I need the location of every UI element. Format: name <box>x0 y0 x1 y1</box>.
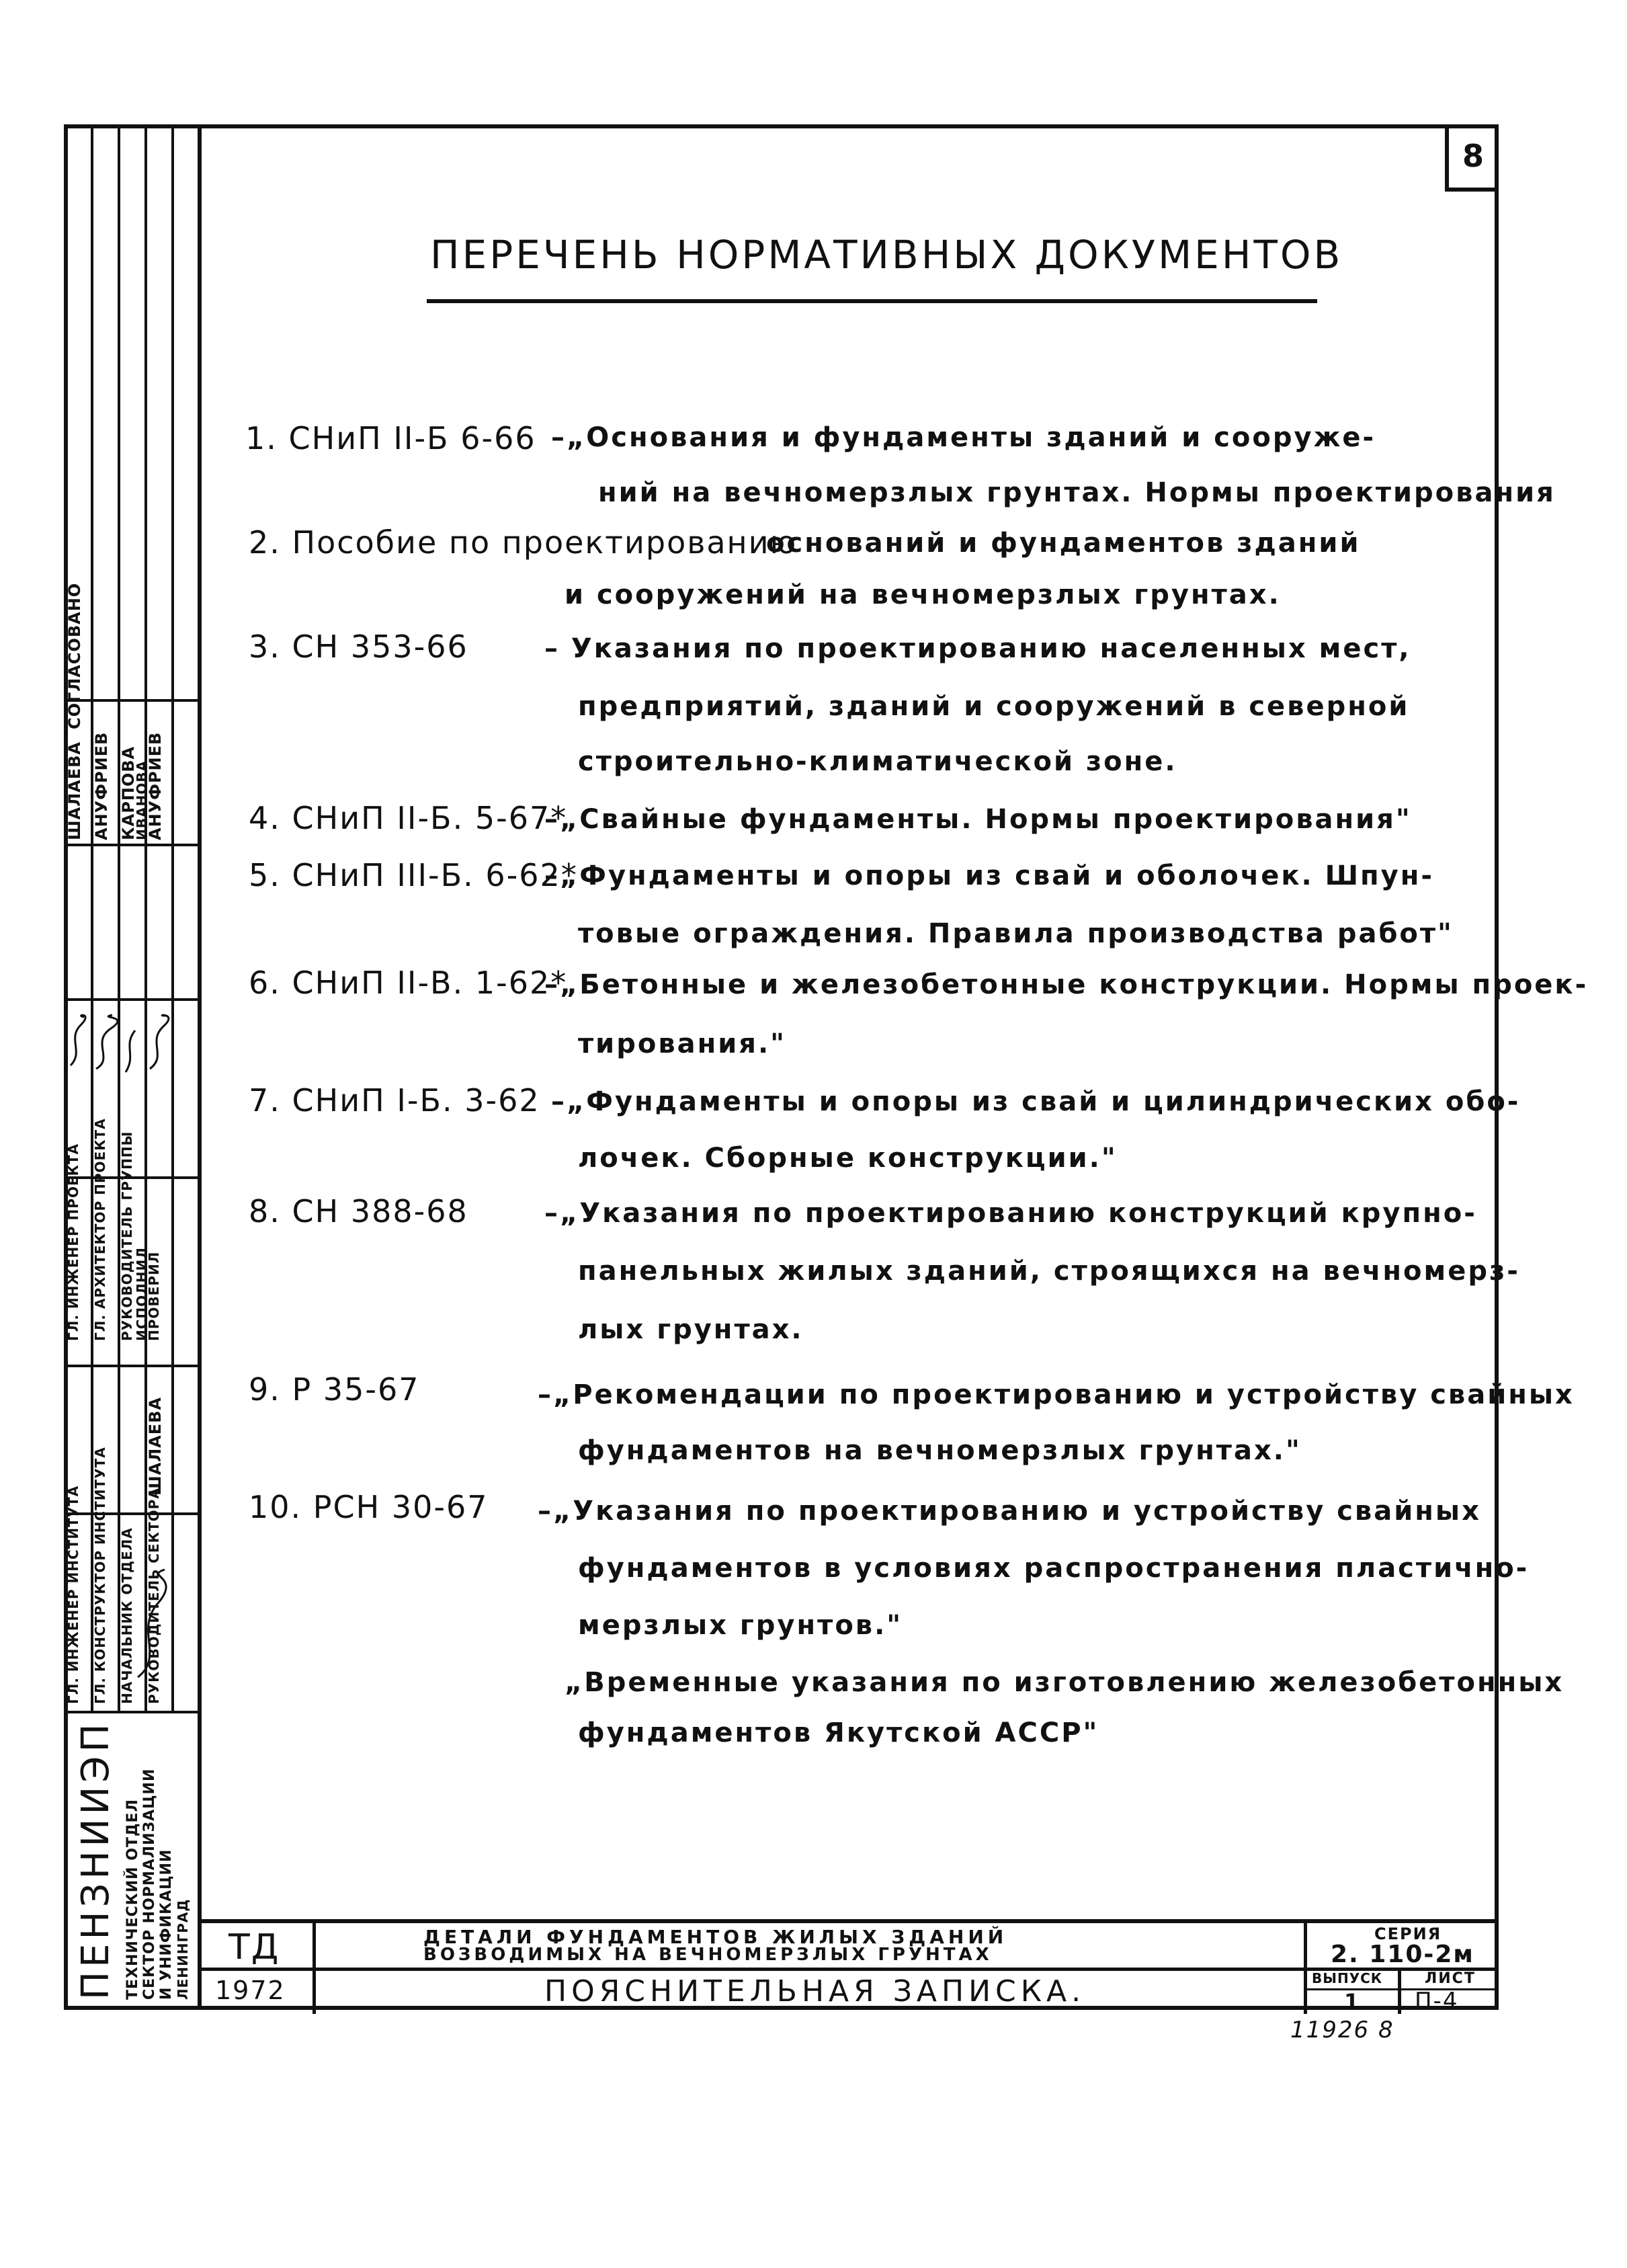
document-name: ПОЯСНИТЕЛЬНАЯ ЗАПИСКА. <box>544 1974 1086 2009</box>
page-title: ПЕРЕЧЕНЬ НОРМАТИВНЫХ ДОКУМЕНТОВ <box>430 232 1343 278</box>
item-10-line-1: –„Указания по проектированию и устройству свайных <box>538 1496 1481 1527</box>
role-chief-constructor-institute: ГЛ. КОНСТРУКТОР ИНСТИТУТА <box>92 1447 108 1704</box>
name-5: АНУФРИЕВ <box>146 731 165 840</box>
item-9-line-1: –„Рекомендации по проектированию и устройству свайных <box>538 1379 1575 1410</box>
role-chief-architect-project: ГЛ. АРХИТЕКТОР ПРОЕКТА <box>92 1118 108 1341</box>
item-5-code: 5. СНиП III-Б. 6-62* <box>249 857 578 893</box>
item-1-line-2: ний на вечномерзлых грунтах. Нормы проектирования <box>598 477 1556 508</box>
name-2: АНУФРИЕВ <box>92 731 111 840</box>
role-sector-head: РУКОВОДИТЕЛЬ СЕКТОРА <box>146 1488 162 1704</box>
dept-line-3: И УНИФИКАЦИИ <box>158 1849 175 2000</box>
sheet-label: ЛИСТ <box>1425 1970 1476 1987</box>
item-7-line-1: –„Фундаменты и опоры из свай и цилиндрических обо- <box>551 1086 1521 1117</box>
item-4-line-1: –„Свайные фундаменты. Нормы проектирования" <box>544 804 1412 835</box>
item-1-line-1: –„Основания и фундаменты зданий и сооруже- <box>551 422 1376 453</box>
role-chief-engineer-project: ГЛ. ИНЖЕНЕР ПРОЕКТА <box>65 1143 81 1341</box>
role-executed: ИСПОЛНИЛ <box>134 1247 150 1341</box>
item-6-line-1: –„Бетонные и железобетонные конструкции. Нормы проек- <box>544 969 1589 1000</box>
item-1-code: 1. СНиП II-Б 6-66 <box>245 420 536 456</box>
item-10-line-3: мерзлых грунтов." <box>578 1610 903 1641</box>
item-4-code: 4. СНиП II-Б. 5-67* <box>249 800 568 836</box>
td-label: ТД <box>228 1927 280 1968</box>
item-7-code: 7. СНиП I-Б. 3-62 <box>249 1082 540 1119</box>
item-6-code: 6. СНиП II-В. 1-62* <box>249 965 568 1001</box>
item-9-code: 9. Р 35-67 <box>249 1371 420 1408</box>
item-7-line-2: лочек. Сборные конструкции." <box>578 1143 1118 1174</box>
sheet-number-badge: 8 <box>1445 124 1497 192</box>
title-underline <box>427 299 1317 303</box>
name-4: ИВАНОВА <box>134 760 150 840</box>
item-5-line-2: товые ограждения. Правила производства работ" <box>578 918 1454 949</box>
item-2-line-1: оснований и фундаментов зданий <box>766 528 1361 559</box>
item-11-line-2: фундаментов Якутской АССР" <box>578 1717 1099 1748</box>
item-10-line-2: фундаментов в условиях распространения пластично- <box>578 1553 1530 1584</box>
role-chief-engineer-institute: ГЛ. ИНЖЕНЕР ИНСТИТУТА <box>65 1485 81 1704</box>
item-8-line-3: лых грунтах. <box>578 1314 804 1345</box>
series-label: СЕРИЯ <box>1374 1925 1442 1943</box>
item-8-line-1: –„Указания по проектированию конструкций крупно- <box>544 1198 1477 1229</box>
item-10-code: 10. РСН 30-67 <box>249 1489 489 1525</box>
dept-line-1: ТЕХНИЧЕСКИЙ ОТДЕЛ <box>124 1799 141 2000</box>
item-3-line-1: – Указания по проектированию населенных мест, <box>544 633 1411 664</box>
name-mid: ШАЛАЕВА <box>146 1397 165 1496</box>
item-5-line-1: –„Фундаменты и опоры из свай и оболочек. Шпун- <box>544 860 1434 891</box>
issue-value: 1 <box>1344 1989 1361 2015</box>
role-group-leader: РУКОВОДИТЕЛЬ ГРУППЫ <box>119 1131 135 1341</box>
description-line-1: ДЕТАЛИ ФУНДАМЕНТОВ ЖИЛЫХ ЗДАНИЙ <box>423 1926 1008 1948</box>
role-department-head: НАЧАЛЬНИК ОТДЕЛА <box>119 1527 135 1704</box>
issue-label: ВЫПУСК <box>1312 1970 1383 1986</box>
item-3-line-3: строительно-климатической зоне. <box>578 746 1177 777</box>
dept-line-2: СЕКТОР НОРМАЛИЗАЦИИ <box>141 1768 158 2000</box>
item-2-line-2: и сооружений на вечномерзлых грунтах. <box>565 579 1281 610</box>
title-block <box>202 1919 1499 2015</box>
item-9-line-2: фундаментов на вечномерзлых грунтах." <box>578 1435 1302 1466</box>
item-6-line-2: тирования." <box>578 1028 787 1059</box>
signature <box>64 1012 91 1072</box>
series-value: 2. 110-2м <box>1331 1941 1474 1968</box>
item-2-code: 2. Пособие по проектированию <box>249 524 798 561</box>
sheet-value: П-4 <box>1415 1988 1459 2015</box>
signature <box>144 1012 171 1072</box>
name-3: КАРПОВА <box>119 745 138 840</box>
org-name: ПЕНЗНИИЭП <box>74 1719 118 2000</box>
role-checked: ПРОВЕРИЛ <box>146 1251 162 1341</box>
archive-number: 11926 8 <box>1290 2017 1394 2043</box>
description-line-2: ВОЗВОДИМЫХ НА ВЕЧНОМЕРЗЛЫХ ГРУНТАХ <box>423 1945 993 1965</box>
dept-line-4: ЛЕНИНГРАД <box>175 1898 191 2000</box>
item-8-code: 8. СН 388-68 <box>249 1193 468 1229</box>
name-1: ШАЛАЕВА <box>65 741 84 840</box>
side-stamp <box>64 124 202 2010</box>
signature <box>91 1012 118 1072</box>
item-3-code: 3. СН 353-66 <box>249 629 468 665</box>
signature <box>118 1018 144 1079</box>
item-8-line-2: панельных жилых зданий, строящихся на вечномерз- <box>578 1256 1520 1287</box>
item-11-line-1: „Временные указания по изготовлению железобетонных <box>565 1667 1565 1698</box>
item-3-line-2: предприятий, зданий и сооружений в северной <box>578 691 1410 722</box>
year: 1972 <box>215 1976 286 2005</box>
agreed-label: СОГЛАСОВАНО <box>65 582 84 729</box>
